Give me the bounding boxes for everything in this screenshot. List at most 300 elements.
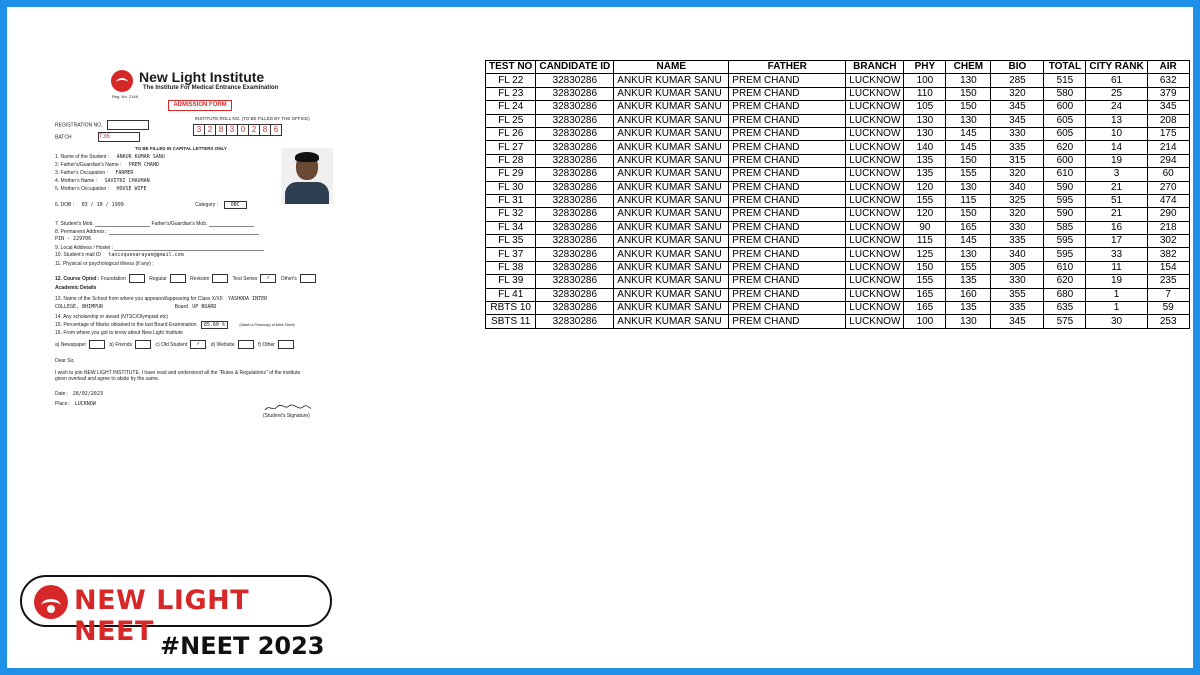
- table-cell: LUCKNOW: [846, 235, 904, 248]
- local-address-row: [55, 244, 264, 251]
- table-cell: 130: [946, 248, 991, 261]
- table-row: [486, 194, 1190, 207]
- table-cell: 155: [904, 275, 946, 288]
- table-cell: 24: [1086, 101, 1147, 114]
- table-cell: PREM CHAND: [729, 288, 846, 301]
- field-value: PREM CHAND: [128, 162, 159, 168]
- table-cell: 680: [1044, 288, 1086, 301]
- place-value: LUCKNOW: [74, 401, 96, 407]
- table-cell: 100: [904, 74, 946, 87]
- mobile-row: [55, 220, 254, 227]
- table-cell: 379: [1147, 87, 1189, 100]
- table-cell: 110: [904, 87, 946, 100]
- table-cell: 150: [946, 154, 991, 167]
- table-cell: LUCKNOW: [846, 181, 904, 194]
- table-row: [486, 235, 1190, 248]
- table-row: [486, 302, 1190, 315]
- table-cell: 585: [1044, 221, 1086, 234]
- table-cell: 32830286: [536, 248, 614, 261]
- table-cell: 115: [946, 194, 991, 207]
- table-cell: SBTS 11: [486, 315, 536, 328]
- batch-value: ТЗ6: [98, 132, 140, 142]
- table-cell: 10: [1086, 127, 1147, 140]
- table-cell: 59: [1147, 302, 1189, 315]
- table-cell: PREM CHAND: [729, 261, 846, 274]
- table-cell: LUCKNOW: [846, 154, 904, 167]
- table-cell: PREM CHAND: [729, 74, 846, 87]
- table-row: [486, 208, 1190, 221]
- table-cell: 154: [1147, 261, 1189, 274]
- source-row: [55, 340, 297, 349]
- registration-number: Reg. No. 2148: [112, 94, 138, 99]
- board-label: Board: [174, 304, 188, 310]
- school-row: [55, 296, 267, 302]
- table-cell: 235: [1147, 275, 1189, 288]
- institute-tagline: The Institute For Medical Entrance Examination: [143, 85, 279, 91]
- table-cell: 61: [1086, 74, 1147, 87]
- table-cell: 165: [946, 221, 991, 234]
- table-cell: 145: [946, 235, 991, 248]
- table-cell: 575: [1044, 315, 1086, 328]
- source-option: a) Newspaper: [55, 341, 87, 348]
- admission-form-title: ADMISSION FORM: [168, 100, 232, 111]
- dob-row: [55, 202, 247, 208]
- table-cell: FL 39: [486, 275, 536, 288]
- table-cell: ANKUR KUMAR SANU: [614, 114, 729, 127]
- table-cell: 620: [1044, 275, 1086, 288]
- table-cell: 635: [1044, 302, 1086, 315]
- table-header-row: [486, 61, 1190, 74]
- table-cell: FL 28: [486, 154, 536, 167]
- roll-digit: 3: [226, 124, 238, 136]
- table-cell: ANKUR KUMAR SANU: [614, 248, 729, 261]
- table-cell: 7: [1147, 288, 1189, 301]
- table-cell: 130: [904, 114, 946, 127]
- roll-digit: 0: [237, 124, 249, 136]
- board-value: UP BOARD: [192, 304, 217, 310]
- table-cell: 115: [904, 235, 946, 248]
- dear-sir: Dear Sir,: [55, 358, 75, 364]
- table-cell: ANKUR KUMAR SANU: [614, 221, 729, 234]
- table-cell: 610: [1044, 168, 1086, 181]
- date-label: Date :: [55, 391, 69, 397]
- table-cell: 130: [946, 74, 991, 87]
- table-cell: ANKUR KUMAR SANU: [614, 194, 729, 207]
- table-cell: 290: [1147, 208, 1189, 221]
- school-label: 13. Name of the School from where you appeared/appearing for Class X/XII: [55, 296, 223, 302]
- column-header: AIR: [1147, 61, 1189, 74]
- signature-image: [263, 404, 313, 412]
- table-cell: 32830286: [536, 288, 614, 301]
- field-row: [55, 170, 133, 176]
- table-cell: 135: [946, 302, 991, 315]
- table-cell: 340: [991, 181, 1044, 194]
- school-value-2: COLLEGE, BHIMPUR: [55, 304, 104, 310]
- table-cell: 345: [991, 315, 1044, 328]
- table-cell: 17: [1086, 235, 1147, 248]
- table-cell: 155: [904, 194, 946, 207]
- roll-digit: 3: [193, 124, 205, 136]
- institute-logo-icon: [111, 70, 133, 92]
- column-header: TOTAL: [1044, 61, 1086, 74]
- table-cell: 335: [991, 302, 1044, 315]
- place-row: [55, 401, 96, 407]
- table-row: [486, 288, 1190, 301]
- field-row: [55, 162, 159, 168]
- table-cell: 335: [991, 141, 1044, 154]
- course-label: 12. Course Opted :: [55, 275, 100, 282]
- table-cell: LUCKNOW: [846, 141, 904, 154]
- percentage-value: 85.60 %: [201, 321, 228, 329]
- table-cell: 595: [1044, 194, 1086, 207]
- table-cell: PREM CHAND: [729, 275, 846, 288]
- school-row-2: [55, 304, 216, 310]
- table-cell: PREM CHAND: [729, 235, 846, 248]
- table-cell: LUCKNOW: [846, 194, 904, 207]
- registration-row: [55, 120, 152, 130]
- table-cell: PREM CHAND: [729, 168, 846, 181]
- table-cell: FL 32: [486, 208, 536, 221]
- illness-label: 11. Physical or psychological illness (if any) :: [55, 261, 154, 267]
- table-cell: 315: [991, 154, 1044, 167]
- field-row: [55, 154, 165, 160]
- column-header: NAME: [614, 61, 729, 74]
- table-cell: 285: [991, 74, 1044, 87]
- course-row: [55, 274, 319, 283]
- table-cell: PREM CHAND: [729, 302, 846, 315]
- table-cell: 135: [946, 275, 991, 288]
- table-cell: PREM CHAND: [729, 248, 846, 261]
- table-row: [486, 101, 1190, 114]
- table-cell: 355: [991, 288, 1044, 301]
- table-cell: 145: [946, 141, 991, 154]
- table-cell: PREM CHAND: [729, 114, 846, 127]
- table-cell: FL 34: [486, 221, 536, 234]
- roll-digit: 8: [215, 124, 227, 136]
- table-cell: 590: [1044, 181, 1086, 194]
- column-header: TEST NO: [486, 61, 536, 74]
- table-cell: 135: [904, 154, 946, 167]
- table-cell: PREM CHAND: [729, 127, 846, 140]
- table-cell: 32830286: [536, 141, 614, 154]
- table-cell: 51: [1086, 194, 1147, 207]
- table-cell: 320: [991, 208, 1044, 221]
- course-checkbox: [300, 274, 316, 283]
- source-option: b) Friends: [109, 341, 133, 348]
- table-cell: LUCKNOW: [846, 101, 904, 114]
- table-cell: 474: [1147, 194, 1189, 207]
- scholarship-label: 14. Any scholarship or award (NTSC/Olympiad etc): [55, 314, 169, 320]
- table-cell: 130: [946, 114, 991, 127]
- table-cell: 382: [1147, 248, 1189, 261]
- table-cell: 345: [991, 114, 1044, 127]
- source-option: d) Website: [210, 341, 235, 348]
- table-cell: LUCKNOW: [846, 221, 904, 234]
- table-cell: ANKUR KUMAR SANU: [614, 275, 729, 288]
- table-body: [486, 74, 1190, 328]
- brand-name: NEW LIGHT NEET: [74, 585, 250, 647]
- table-cell: 305: [991, 261, 1044, 274]
- table-cell: 25: [1086, 87, 1147, 100]
- table-cell: FL 23: [486, 87, 536, 100]
- table-cell: 320: [991, 168, 1044, 181]
- roll-digit: 2: [248, 124, 260, 136]
- table-cell: 32830286: [536, 101, 614, 114]
- table-cell: 605: [1044, 114, 1086, 127]
- table-cell: PREM CHAND: [729, 315, 846, 328]
- table-cell: 1: [1086, 288, 1147, 301]
- table-cell: ANKUR KUMAR SANU: [614, 168, 729, 181]
- academic-details-heading: Academic Details: [55, 285, 97, 291]
- mail-value: tanisquenarayan@gmail.com: [108, 252, 184, 258]
- table-cell: 595: [1044, 248, 1086, 261]
- table-cell: 32830286: [536, 127, 614, 140]
- column-header: CITY RANK: [1086, 61, 1147, 74]
- table-cell: PREM CHAND: [729, 154, 846, 167]
- table-cell: ANKUR KUMAR SANU: [614, 141, 729, 154]
- mail-row: [55, 252, 184, 258]
- source-option: f) Other: [258, 341, 275, 348]
- table-cell: LUCKNOW: [846, 302, 904, 315]
- table-cell: 32830286: [536, 302, 614, 315]
- mail-label: 10. Student's mail ID: [55, 252, 101, 258]
- table-cell: 90: [904, 221, 946, 234]
- table-cell: 160: [946, 288, 991, 301]
- admission-form: [55, 58, 335, 426]
- field-value: ANKUR KUMAR SANU: [116, 154, 165, 160]
- table-cell: 135: [904, 168, 946, 181]
- brand-logo-icon: [34, 585, 68, 619]
- date-row: [55, 391, 103, 397]
- table-cell: 120: [904, 181, 946, 194]
- category-value: OBC: [224, 201, 247, 209]
- permanent-address-label: 8. Permanent Address :: [55, 229, 108, 235]
- percentage-row: [55, 322, 295, 328]
- table-cell: 270: [1147, 181, 1189, 194]
- table-cell: 32830286: [536, 168, 614, 181]
- field-row: [55, 178, 150, 184]
- table-cell: FL 31: [486, 194, 536, 207]
- course-option: Regular: [149, 275, 167, 282]
- table-row: [486, 114, 1190, 127]
- table-cell: 320: [991, 87, 1044, 100]
- table-cell: 595: [1044, 235, 1086, 248]
- table-cell: 345: [991, 101, 1044, 114]
- table-cell: ANKUR KUMAR SANU: [614, 288, 729, 301]
- table-cell: 125: [904, 248, 946, 261]
- roll-digit: 6: [270, 124, 282, 136]
- table-cell: 60: [1147, 168, 1189, 181]
- table-cell: 11: [1086, 261, 1147, 274]
- table-cell: LUCKNOW: [846, 261, 904, 274]
- field-value: HOUSE WIFE: [116, 186, 147, 192]
- table-cell: 130: [904, 127, 946, 140]
- field-value: SAVITRI CHAUHAN: [104, 178, 150, 184]
- course-option: Foundation: [100, 275, 126, 282]
- table-cell: 140: [904, 141, 946, 154]
- table-cell: ANKUR KUMAR SANU: [614, 181, 729, 194]
- table-cell: 345: [1147, 101, 1189, 114]
- table-cell: 32830286: [536, 194, 614, 207]
- field-row: [55, 186, 147, 192]
- table-row: [486, 141, 1190, 154]
- table-cell: 325: [991, 194, 1044, 207]
- table-cell: LUCKNOW: [846, 168, 904, 181]
- table-cell: 32830286: [536, 275, 614, 288]
- table-cell: LUCKNOW: [846, 288, 904, 301]
- table-cell: 515: [1044, 74, 1086, 87]
- course-option: Other's: [280, 275, 297, 282]
- course-checkbox-checked: ✓: [260, 274, 276, 283]
- table-cell: ANKUR KUMAR SANU: [614, 127, 729, 140]
- table-cell: PREM CHAND: [729, 101, 846, 114]
- table-cell: 32830286: [536, 208, 614, 221]
- category-label: Category :: [195, 202, 219, 208]
- column-header: FATHER: [729, 61, 846, 74]
- field-label: 2. Father's/Guardian's Name :: [55, 162, 122, 168]
- table-cell: LUCKNOW: [846, 248, 904, 261]
- father-mobile-label: Father's/Guardian's Mob.: [151, 221, 208, 227]
- source-label: 16. From where you got to know about New Light Institute: [55, 330, 183, 336]
- date-value: 28/02/2023: [72, 391, 103, 397]
- roll-digit: 8: [259, 124, 271, 136]
- declaration-text: I wish to join NEW LIGHT INSTITUTE, I have read and understood all the "Rules & Regulations" of the institute given overleaf and agree to abide by the same.: [55, 370, 301, 382]
- table-cell: 340: [991, 248, 1044, 261]
- mark-sheet-note: (Attach a Photocopy of Mark Sheet): [239, 323, 295, 327]
- table-cell: 150: [904, 261, 946, 274]
- table-cell: 580: [1044, 87, 1086, 100]
- place-label: Place :: [55, 401, 71, 407]
- table-cell: ANKUR KUMAR SANU: [614, 101, 729, 114]
- table-cell: PREM CHAND: [729, 208, 846, 221]
- field-label: 5. Mother's Occupation :: [55, 186, 110, 192]
- column-header: CANDIDATE ID: [536, 61, 614, 74]
- course-checkbox: [129, 274, 145, 283]
- table-cell: 105: [904, 101, 946, 114]
- course-checkbox: [170, 274, 186, 283]
- table-cell: ANKUR KUMAR SANU: [614, 302, 729, 315]
- table-cell: 32830286: [536, 315, 614, 328]
- table-cell: 1: [1086, 302, 1147, 315]
- column-header: BIO: [991, 61, 1044, 74]
- table-cell: 165: [904, 288, 946, 301]
- table-cell: 19: [1086, 275, 1147, 288]
- table-cell: 302: [1147, 235, 1189, 248]
- field-value: FARMER: [115, 170, 134, 176]
- table-cell: PREM CHAND: [729, 181, 846, 194]
- table-cell: PREM CHAND: [729, 87, 846, 100]
- table-cell: FL 37: [486, 248, 536, 261]
- table-row: [486, 261, 1190, 274]
- column-header: PHY: [904, 61, 946, 74]
- table-cell: LUCKNOW: [846, 114, 904, 127]
- table-cell: 218: [1147, 221, 1189, 234]
- table-cell: 13: [1086, 114, 1147, 127]
- course-checkbox: [212, 274, 228, 283]
- dob-value: 03 / 10 / 1999: [81, 202, 124, 208]
- table-cell: 120: [904, 208, 946, 221]
- student-photo: [281, 148, 333, 204]
- table-cell: LUCKNOW: [846, 127, 904, 140]
- table-cell: 150: [946, 208, 991, 221]
- table-cell: FL 30: [486, 181, 536, 194]
- table-row: [486, 275, 1190, 288]
- table-cell: FL 22: [486, 74, 536, 87]
- table-row: [486, 221, 1190, 234]
- table-cell: FL 29: [486, 168, 536, 181]
- table-cell: 32830286: [536, 181, 614, 194]
- table-cell: ANKUR KUMAR SANU: [614, 315, 729, 328]
- table-cell: 605: [1044, 127, 1086, 140]
- permanent-address-row: [55, 228, 259, 235]
- table-cell: 32830286: [536, 261, 614, 274]
- table-cell: 165: [904, 302, 946, 315]
- table-cell: LUCKNOW: [846, 208, 904, 221]
- percentage-label: 15. Percentage of Marks obtained in the last Board Examination: [55, 322, 197, 328]
- column-header: CHEM: [946, 61, 991, 74]
- registration-box: [107, 120, 149, 130]
- table-cell: 632: [1147, 74, 1189, 87]
- table-cell: 330: [991, 127, 1044, 140]
- table-cell: 294: [1147, 154, 1189, 167]
- table-cell: FL 38: [486, 261, 536, 274]
- table-cell: 32830286: [536, 221, 614, 234]
- table-cell: ANKUR KUMAR SANU: [614, 261, 729, 274]
- table-row: [486, 154, 1190, 167]
- table-cell: 330: [991, 221, 1044, 234]
- results-table: [485, 60, 1190, 329]
- table-row: [486, 248, 1190, 261]
- table-cell: 590: [1044, 208, 1086, 221]
- table-row: [486, 315, 1190, 328]
- table-cell: 214: [1147, 141, 1189, 154]
- roll-number-boxes: [193, 124, 281, 136]
- registration-label: REGISTRATION NO.: [55, 122, 103, 129]
- table-row: [486, 87, 1190, 100]
- table-cell: 21: [1086, 181, 1147, 194]
- source-option: c) Old Student: [155, 341, 188, 348]
- table-cell: 16: [1086, 221, 1147, 234]
- table-cell: FL 25: [486, 114, 536, 127]
- table-cell: 33: [1086, 248, 1147, 261]
- table-cell: 253: [1147, 315, 1189, 328]
- table-cell: 155: [946, 168, 991, 181]
- table-row: [486, 74, 1190, 87]
- table-cell: 21: [1086, 208, 1147, 221]
- dob-label: 6. DOB :: [55, 202, 75, 208]
- table-cell: ANKUR KUMAR SANU: [614, 87, 729, 100]
- table-cell: LUCKNOW: [846, 74, 904, 87]
- table-cell: 19: [1086, 154, 1147, 167]
- table-cell: FL 35: [486, 235, 536, 248]
- table-cell: PREM CHAND: [729, 221, 846, 234]
- table-cell: ANKUR KUMAR SANU: [614, 74, 729, 87]
- table-cell: 32830286: [536, 154, 614, 167]
- table-cell: ANKUR KUMAR SANU: [614, 154, 729, 167]
- table-cell: 100: [904, 315, 946, 328]
- table-cell: 150: [946, 87, 991, 100]
- table-cell: FL 27: [486, 141, 536, 154]
- institute-name: New Light Institute: [139, 69, 265, 85]
- table-cell: 14: [1086, 141, 1147, 154]
- course-option: Test Series: [232, 275, 258, 282]
- local-address-label: 9. Local Address / Hostel :: [55, 245, 114, 251]
- signature-label: (Student's Signature): [263, 413, 310, 419]
- table-cell: 600: [1044, 154, 1086, 167]
- batch-label: BATCH: [55, 134, 72, 141]
- table-cell: ANKUR KUMAR SANU: [614, 208, 729, 221]
- table-cell: FL 41: [486, 288, 536, 301]
